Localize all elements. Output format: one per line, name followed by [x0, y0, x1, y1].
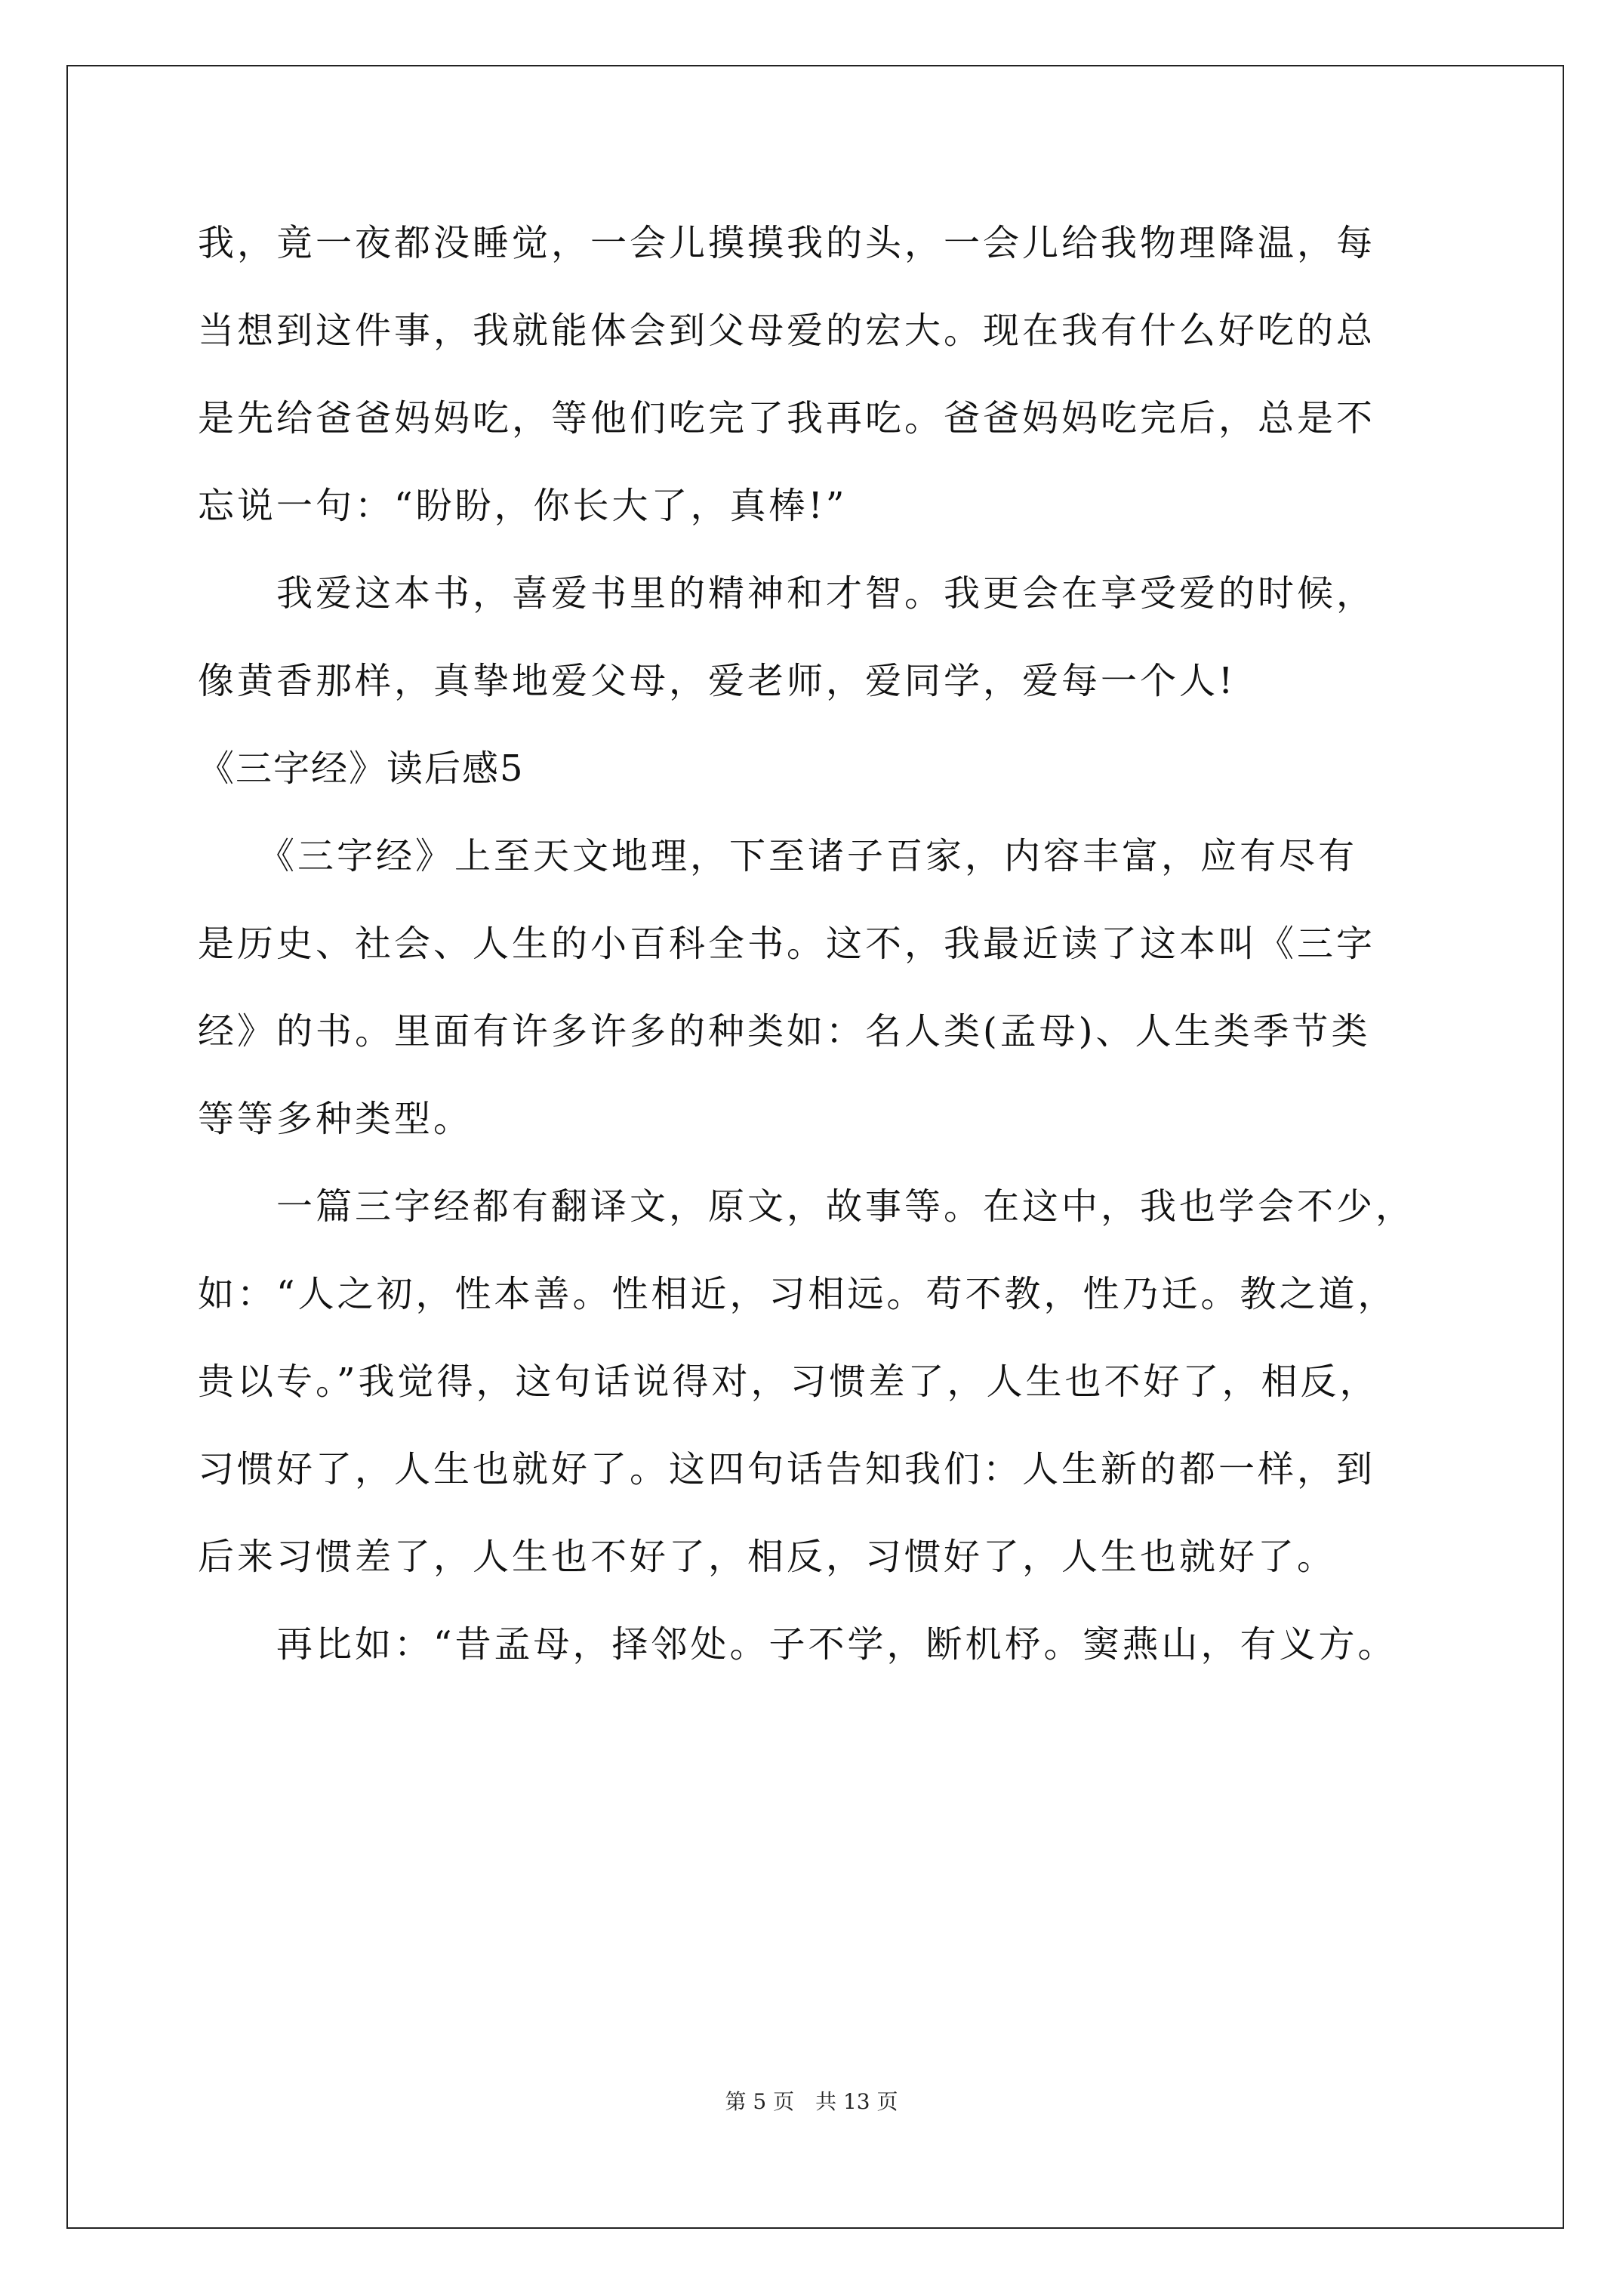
text-line: 忘说一句：“盼盼，你长大了，真棒!”	[198, 485, 848, 527]
text-line: 一篇三字经都有翻译文，原文，故事等。在这中，我也学会不少，	[198, 1185, 1415, 1228]
text-line: 当想到这件事，我就能体会到父母爱的宏大。现在我有什么好吃的总	[198, 310, 1376, 352]
section-heading: 《三字经》读后感5	[198, 747, 525, 790]
text-line: 像黄香那样，真挚地爱父母，爱老师，爱同学，爱每一个人!	[198, 660, 1236, 702]
text-line: 后来习惯差了，人生也不好了，相反，习惯好了，人生也就好了。	[198, 1536, 1337, 1578]
text-line: 贵以专。”我觉得，这句话说得对，习惯差了，人生也不好了，相反，	[198, 1361, 1379, 1403]
page-border	[66, 65, 1564, 2229]
text-line: 我，竟一夜都没睡觉，一会儿摸摸我的头，一会儿给我物理降温，每	[198, 222, 1376, 264]
text-line: 习惯好了，人生也就好了。这四句话告知我们：人生新的都一样，到	[198, 1448, 1376, 1490]
text-line: 是先给爸爸妈妈吃，等他们吃完了我再吃。爸爸妈妈吃完后，总是不	[198, 397, 1376, 439]
text-line: 如：“人之初，性本善。性相近，习相远。苟不教，性乃迁。教之道，	[198, 1273, 1397, 1315]
text-line: 等等多种类型。	[198, 1098, 473, 1140]
text-line: 经》的书。里面有许多许多的种类如：名人类(孟母)、人生类季节类	[198, 1010, 1371, 1052]
text-line: 是历史、社会、人生的小百科全书。这不，我最近读了这本叫《三字	[198, 923, 1376, 965]
text-line: 我爱这本书，喜爱书里的精神和才智。我更会在享受爱的时候，	[198, 572, 1376, 615]
text-line: 《三字经》上至天文地理，下至诸子百家，内容丰富，应有尽有	[198, 835, 1358, 877]
page-number-footer: 第 5 页 共 13 页	[725, 2089, 898, 2114]
text-line: 再比如：“昔孟母，择邻处。子不学，断机杼。窦燕山，有义方。	[198, 1623, 1397, 1666]
